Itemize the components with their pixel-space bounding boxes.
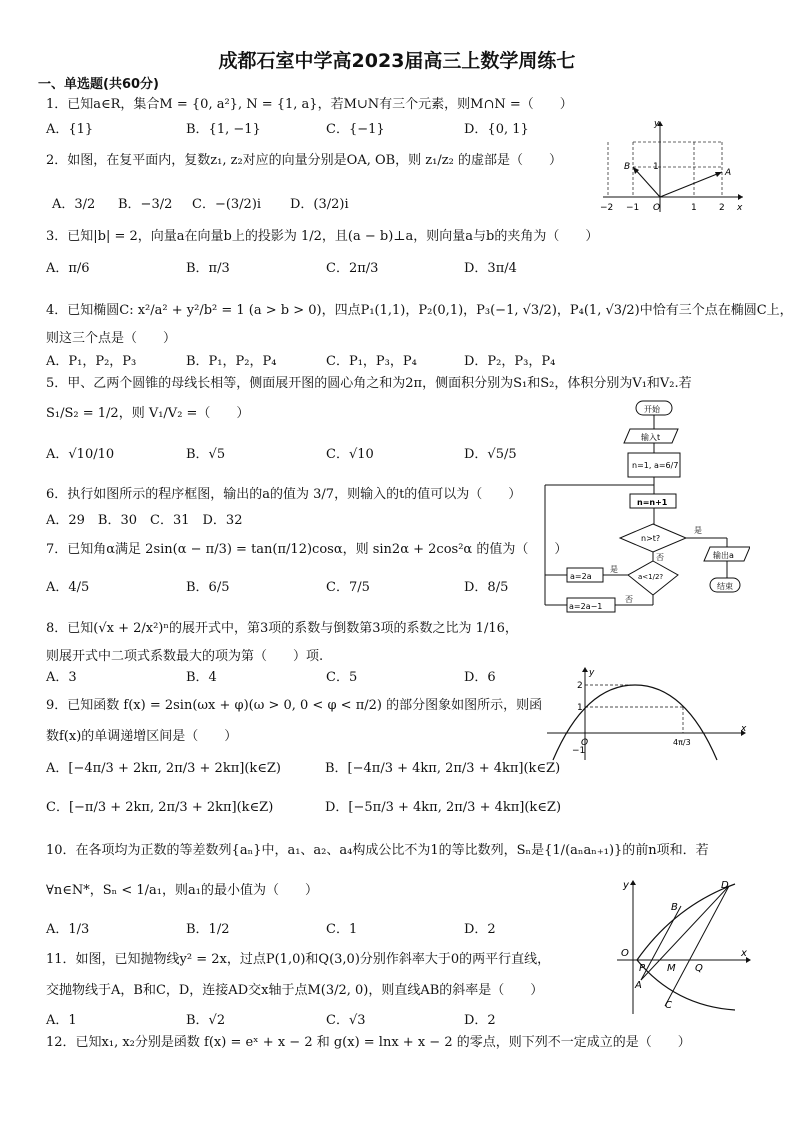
- q3-stem: 3．已知|b| = 2，向量a在向量b上的投影为 1/2，且(a − b)⊥a，则向量a与b的夹角为（ ）: [46, 229, 599, 244]
- q11-stem-2: 交抛物线于A，B和C，D，连接AD交x轴于点M(3/2, 0)，则直线AB的斜率是（ ）: [46, 983, 544, 998]
- x-tick-1: 1: [691, 203, 697, 213]
- flow-no-1: 否: [656, 553, 664, 562]
- x-axis-label: x: [741, 724, 747, 734]
- q5-stem-2: S₁/S₂ = 1/2，则 V₁/V₂ =（ ）: [46, 406, 250, 421]
- origin-label: O: [621, 948, 629, 959]
- flow-no-2: 否: [625, 595, 633, 604]
- q8-option-a: A．3: [46, 670, 77, 685]
- q1-option-a: A．{1}: [46, 122, 94, 137]
- flow-condition-2: a<1/2?: [638, 573, 664, 581]
- q4-option-d: D．P₂，P₃，P₄: [464, 354, 556, 369]
- q7-stem: 7．已知角α满足 2sin(α − π/3) = tan(π/12)cosα，则 sin2α + 2cos²α 的值为（ ）: [46, 542, 568, 557]
- q11-option-c: C．√3: [326, 1013, 366, 1028]
- q10-option-b: B．1/2: [186, 922, 230, 937]
- q7-option-b: B．6/5: [186, 580, 230, 595]
- flow-condition-1: n>t?: [641, 534, 661, 543]
- q3-option-c: C．2π/3: [326, 261, 379, 276]
- point-a-label: A: [725, 168, 732, 178]
- q4-option-c: C．P₁，P₃，P₄: [326, 354, 417, 369]
- x-tick-m2: −2: [600, 203, 614, 213]
- point-d-label: D: [721, 880, 729, 891]
- q3-option-a: A．π/6: [46, 261, 90, 276]
- y-tick-1: 1: [653, 162, 659, 172]
- q10-option-d: D．2: [464, 922, 496, 937]
- flow-input: 输入t: [641, 433, 661, 442]
- q11-option-b: B．√2: [186, 1013, 226, 1028]
- q9-figure: [545, 665, 750, 765]
- x-mark-label: 4π/3: [673, 738, 691, 747]
- point-b-label: B: [624, 162, 631, 172]
- section-heading: 一、单选题(共60分): [38, 77, 159, 92]
- flow-start: 开始: [644, 405, 660, 414]
- q8-option-c: C．5: [326, 670, 358, 685]
- q10-stem-2: ∀n∈N*，Sₙ < 1/a₁，则a₁的最小值为（ ）: [46, 883, 318, 898]
- q3-option-d: D．3π/4: [464, 261, 517, 276]
- q9-option-b: B．[−4π/3 + 4kπ, 2π/3 + 4kπ](k∈Z): [325, 761, 561, 776]
- point-a-label: A: [635, 980, 642, 991]
- x-tick-m1: −1: [626, 203, 640, 213]
- flow-end: 结束: [717, 582, 733, 591]
- point-c-label: C: [665, 1000, 672, 1011]
- q9-option-c: C．[−π/3 + 2kπ, 2π/3 + 2kπ](k∈Z): [46, 800, 274, 815]
- point-b-label: B: [671, 902, 678, 913]
- q1-option-b: B．{1, −1}: [186, 122, 261, 137]
- q11-stem: 11．如图，已知抛物线y² = 2x，过点P(1,0)和Q(3,0)分别作斜率大于0的两平行直线，: [46, 952, 551, 967]
- point-p-label: P: [639, 963, 646, 974]
- q4-option-b: B．P₁，P₂，P₄: [186, 354, 277, 369]
- q4-option-a: A．P₁，P₂，P₃: [46, 354, 137, 369]
- q7-option-d: D．8/5: [464, 580, 509, 595]
- q5-option-a: A．√10/10: [46, 447, 115, 462]
- q2-option-c: C．−(3/2)i: [192, 197, 262, 212]
- q5-option-b: B．√5: [186, 447, 226, 462]
- q4-stem-2: 则这三个点是（ ）: [46, 331, 177, 346]
- flow-increment: n=n+1: [637, 498, 668, 507]
- q10-option-c: C．1: [326, 922, 358, 937]
- q3-option-b: B．π/3: [186, 261, 230, 276]
- y-tick-m1: −1: [572, 746, 586, 756]
- q11-figure: [615, 876, 755, 1016]
- y-tick-2: 2: [577, 681, 583, 691]
- q2-option-b: B．−3/2: [118, 197, 173, 212]
- y-axis-label: y: [589, 668, 595, 678]
- flow-yes-1: 是: [694, 526, 702, 535]
- q9-option-d: D．[−5π/3 + 4kπ, 2π/3 + 4kπ](k∈Z): [325, 800, 562, 815]
- q11-option-a: A．1: [46, 1013, 77, 1028]
- page-title: 成都石室中学高2023届高三上数学周练七: [218, 50, 576, 72]
- q10-stem: 10．在各项均为正数的等差数列{aₙ}中，a₁、a₂、a₄构成公比不为1的等比数列，Sₙ是{1/(aₙaₙ₊₁)}的前n项和．若: [46, 843, 709, 858]
- q11-option-d: D．2: [464, 1013, 496, 1028]
- q8-stem: 8．已知(√x + 2/x²)ⁿ的展开式中，第3项的系数与倒数第3项的系数之比为 1/16，: [46, 621, 518, 636]
- q5-option-d: D．√5/5: [464, 447, 517, 462]
- q9-stem: 9．已知函数 f(x) = 2sin(ωx + φ)(ω > 0, 0 < φ < π/2) 的部分图象如图所示，则函: [46, 698, 543, 713]
- q1-stem: 1．已知a∈R，集合M = {0, a²}, N = {1, a}，若M∪N有三个元素，则M∩N =（ ）: [46, 97, 573, 112]
- x-axis-label: x: [737, 203, 743, 213]
- q5-stem: 5．甲、乙两个圆锥的母线长相等，侧面展开图的圆心角之和为2π，侧面积分别为S₁和S₂，体积分别为V₁和V₂.若: [46, 376, 692, 391]
- q8-stem-2: 则展开式中二项式系数最大的项为第（ ）项.: [46, 649, 324, 664]
- q2-option-d: D．(3/2)i: [290, 197, 349, 212]
- flowchart-figure: [540, 398, 750, 616]
- y-tick-1: 1: [577, 703, 583, 713]
- q7-option-a: A．4/5: [46, 580, 90, 595]
- flow-output: 输出a: [713, 551, 734, 560]
- origin-label: O: [653, 203, 661, 213]
- q2-stem: 2．如图，在复平面内，复数z₁, z₂对应的向量分别是OA, OB，则 z₁/z₂ 的虚部是（ ）: [46, 153, 562, 168]
- origin-label: O: [581, 738, 589, 748]
- q1-option-c: C．{−1}: [326, 122, 385, 137]
- y-axis-label: y: [654, 119, 660, 129]
- flow-yes-2: 是: [610, 565, 618, 574]
- q9-option-a: A．[−4π/3 + 2kπ, 2π/3 + 2kπ](k∈Z): [46, 761, 281, 776]
- q12-stem: 12．已知x₁, x₂分别是函数 f(x) = eˣ + x − 2 和 g(x) = lnx + x − 2 的零点，则下列不一定成立的是（ ）: [46, 1035, 691, 1050]
- x-tick-2: 2: [719, 203, 725, 213]
- q7-option-c: C．7/5: [326, 580, 370, 595]
- q9-stem-2: 数f(x)的单调递增区间是（ ）: [46, 729, 238, 744]
- flow-assign-2: a=2a−1: [569, 602, 603, 611]
- point-q-label: Q: [695, 963, 703, 974]
- q6-stem: 6．执行如图所示的程序框图，输出的a的值为 3/7，则输入的t的值可以为（ ）: [46, 487, 522, 502]
- point-m-label: M: [667, 963, 676, 974]
- q10-option-a: A．1/3: [46, 922, 90, 937]
- q6-options: A．29 B．30 C．31 D．32: [46, 513, 243, 528]
- flow-assign-1: a=2a: [570, 572, 592, 581]
- q1-option-d: D．{0, 1}: [464, 122, 529, 137]
- q5-option-c: C．√10: [326, 447, 374, 462]
- flow-init: n=1, a=6/7: [632, 461, 679, 470]
- q8-option-d: D．6: [464, 670, 496, 685]
- x-axis-label: x: [741, 948, 747, 959]
- q2-figure: [598, 117, 748, 217]
- q4-stem: 4．已知椭圆C: x²/a² + y²/b² = 1 (a > b > 0)，四点P₁(1,1)，P₂(0,1)，P₃(−1, √3/2)，P₄(1, √3/2)中恰有三个点在椭圆C上，: [46, 303, 793, 318]
- y-axis-label: y: [623, 880, 629, 891]
- q8-option-b: B．4: [186, 670, 217, 685]
- q2-option-a: A．3/2: [52, 197, 96, 212]
